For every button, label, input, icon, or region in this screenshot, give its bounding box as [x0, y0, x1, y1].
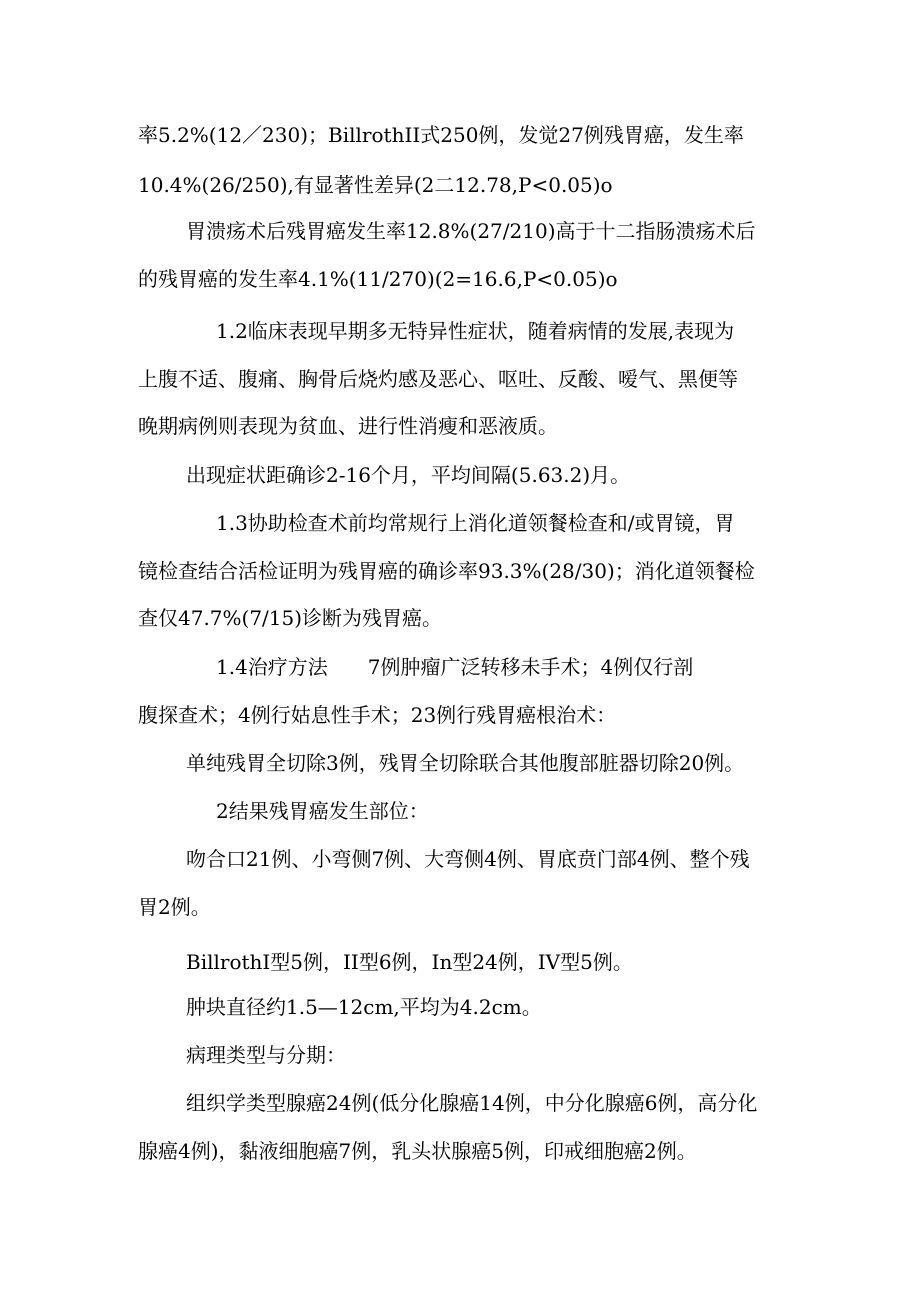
text-line: 镜检查结合活检证明为残胃癌的确诊率93.3%(28/30)；消化道领餐检: [138, 559, 755, 583]
text-line: 晚期病例则表现为贫血、进行性消瘦和恶液质。: [138, 414, 558, 438]
text-line: 2结果残胃癌发生部位：: [216, 799, 429, 823]
text-line: 10.4%(26/250),有显著性差异(2二12.78,P<0.05)o: [138, 173, 613, 197]
text-line: 胃2例。: [138, 895, 211, 919]
text-line: 病理类型与分期：: [186, 1043, 346, 1067]
text-line: 肿块直径约1.5—12cm,平均为4.2cm。: [186, 995, 542, 1019]
text-line: 出现症状距确诊2-16个月，平均间隔(5.63.2)月。: [186, 463, 631, 487]
text-line: 1.3协助检查术前均常规行上消化道领餐检查和/或胃镜，胃: [216, 511, 735, 535]
text-line: 上腹不适、腹痛、胸骨后烧灼感及恶心、呕吐、反酸、嗳气、黑便等: [138, 367, 738, 391]
text-line: 1.2临床表现早期多无特异性症状，随着病情的发展,表现为: [216, 319, 735, 343]
text-line: 1.4治疗方法 7例肿瘤广泛转移未手术；4例仅行剖: [216, 655, 694, 679]
text-line: 率5.2%(12／230)；BillrothII式250例，发觉27例残胃癌，发生率: [138, 123, 744, 147]
text-line: 腺癌4例)，黏液细胞癌7例，乳头状腺癌5例，印戒细胞癌2例。: [138, 1139, 697, 1163]
text-line: 查仅47.7%(7/15)诊断为残胃癌。: [138, 606, 443, 630]
text-line: 单纯残胃全切除3例，残胃全切除联合其他腹部脏器切除20例。: [186, 751, 745, 775]
text-line: 组织学类型腺癌24例(低分化腺癌14例，中分化腺癌6例，高分化: [186, 1091, 758, 1115]
text-line: 胃溃疡术后残胃癌发生率12.8%(27/210)高于十二指肠溃疡术后: [186, 219, 756, 243]
text-line: 的残胃癌的发生率4.1%(11/270)(2=16.6,P<0.05)o: [138, 267, 618, 291]
text-line: 吻合口21例、小弯侧7例、大弯侧4例、胃底贲门部4例、整个残: [186, 847, 750, 871]
text-line: 腹探查术；4例行姑息性手术；23例行残胃癌根治术：: [138, 703, 617, 727]
text-line: BillrothI型5例，II型6例，In型24例，IV型5例。: [186, 950, 633, 974]
